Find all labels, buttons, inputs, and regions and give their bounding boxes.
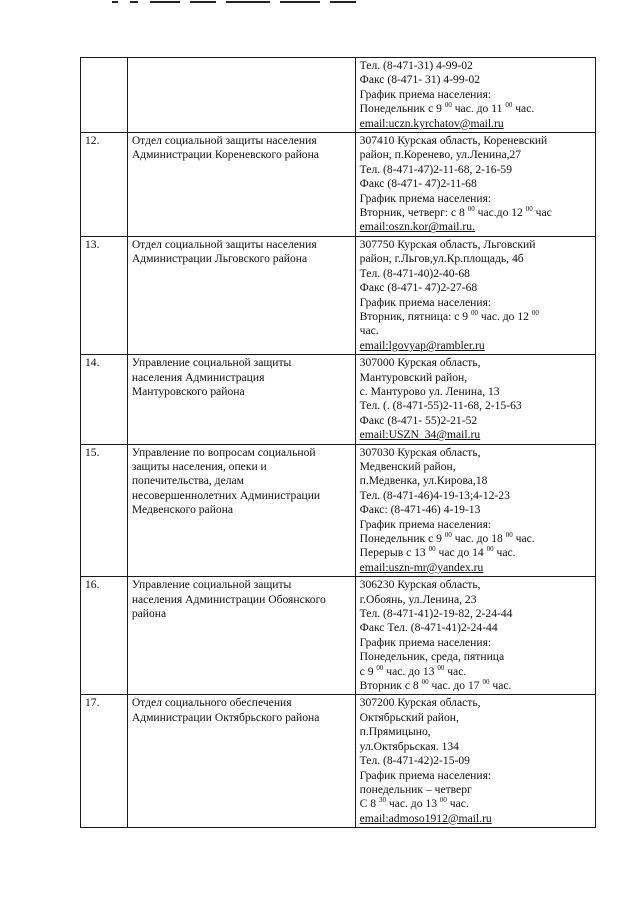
contact-text: Понедельник, среда, пятница	[359, 650, 505, 664]
contact-text: Тел. (8-471-46)4-19-13;4-12-23	[359, 488, 510, 502]
contact-line	[360, 769, 591, 783]
contact-line	[360, 238, 591, 252]
contact-line	[360, 532, 591, 546]
contact-text: п.Медвенка, ул.Кирова,18	[359, 474, 488, 488]
email-link[interactable]: email:lgovyap@rambler.ru	[359, 338, 485, 352]
contact-text: Перерыв с 13	[359, 546, 429, 560]
time-minutes-superscript: 00	[482, 678, 490, 687]
contact-text: График приема населения:	[359, 87, 492, 101]
contact-line	[360, 206, 591, 220]
contact-line	[360, 696, 591, 710]
organization-name-line: Управление социальной защиты	[131, 356, 292, 370]
contact-text: час. до 17	[428, 679, 483, 693]
organization-name-line: несовершеннолетних Администрации	[131, 488, 321, 502]
contact-line	[360, 73, 591, 87]
organization-name-line: Отдел социальной защиты населения	[131, 134, 317, 148]
row-number-cell: 12.	[81, 133, 128, 237]
contact-text: Тел. (. (8-471-55)2-11-68, 2-15-63	[359, 399, 522, 413]
time-minutes-superscript: 00	[486, 545, 494, 554]
contact-line	[360, 399, 591, 413]
table-row	[81, 58, 596, 133]
email-link[interactable]: email:oszn.kor@mail.ru.	[359, 220, 475, 234]
contact-line	[360, 546, 591, 560]
time-minutes-superscript: 00	[531, 309, 539, 318]
contact-text: час	[532, 206, 552, 220]
contact-line	[360, 561, 591, 575]
contact-line	[360, 754, 591, 768]
contact-text: г.Обоянь, ул.Ленина, 23	[359, 592, 477, 606]
contact-line	[360, 489, 591, 503]
time-minutes-superscript: 00	[376, 663, 384, 672]
organization-name-line: защиты населения, опеки и	[131, 459, 267, 473]
contact-text: 307200 Курская область,	[359, 696, 481, 710]
contact-text: п.Прямицыно,	[359, 725, 431, 739]
organization-name-line: Администрации Льговского района	[131, 252, 308, 266]
contact-info-cell	[355, 577, 595, 695]
contact-info-cell	[355, 58, 595, 133]
organization-name-line: Медвенского района	[131, 503, 234, 517]
contact-line	[360, 220, 591, 234]
organization-name-cell	[127, 444, 355, 577]
contact-line	[360, 267, 591, 281]
row-number-cell: 17.	[81, 695, 128, 828]
contact-text: час.	[489, 679, 512, 693]
time-minutes-superscript: 00	[505, 101, 513, 110]
contact-line	[360, 371, 591, 385]
contact-text: час. до 13	[383, 664, 438, 678]
contact-line	[360, 252, 591, 266]
contact-info-cell	[355, 444, 595, 577]
table-row	[81, 577, 596, 695]
contact-text: с. Мантурово ул. Ленина, 13	[359, 384, 500, 398]
contact-text: Факс Тел. (8-471-41)2-24-44	[359, 621, 498, 635]
contact-line	[360, 414, 591, 428]
row-number-cell	[81, 58, 128, 133]
organization-name-cell	[127, 58, 355, 133]
contact-info-cell	[355, 695, 595, 828]
contact-line	[360, 740, 591, 754]
contact-line	[360, 102, 591, 116]
contact-line	[360, 310, 591, 324]
contact-line	[360, 163, 591, 177]
email-link[interactable]: email:admoso1912@mail.ru	[359, 811, 492, 825]
contact-text: Факс (8-471- 55)2-21-52	[359, 413, 478, 427]
contact-text: час до 14	[435, 546, 487, 560]
contact-text: час. до 11	[451, 102, 506, 116]
time-minutes-superscript: 00	[505, 531, 513, 540]
row-number-cell: 13.	[81, 236, 128, 354]
contact-text: Тел. (8-471-42)2-15-09	[359, 754, 470, 768]
contact-text: час. до 13	[385, 797, 440, 811]
contact-text: час. до 18	[451, 532, 506, 545]
time-minutes-superscript: 00	[421, 678, 429, 687]
row-number-cell: 16.	[81, 577, 128, 695]
contact-text: Понедельник с 9	[359, 102, 445, 116]
contact-text: с 9	[359, 664, 377, 678]
organization-name-line: Управление по вопросам социальной	[131, 445, 316, 459]
contact-line	[360, 148, 591, 162]
contact-text: Тел. (8-471-47)2-11-68, 2-16-59	[359, 162, 513, 176]
contact-text: Факс (8-471- 47)2-27-68	[359, 281, 478, 295]
contact-text: Тел. (8-471-40)2-40-68	[359, 266, 470, 280]
contact-text: График приема населения:	[359, 635, 492, 649]
contact-text: Вторник, четверг: с 8	[359, 206, 468, 220]
table-row	[81, 355, 596, 444]
contact-line	[360, 578, 591, 592]
contact-text: район, г.Льгов,ул.Кр.площадь, 4б	[359, 252, 524, 266]
contact-line	[360, 503, 591, 517]
contact-line	[360, 725, 591, 739]
email-link[interactable]: email:USZN_34@mail.ru	[359, 428, 481, 442]
organization-name-line: Отдел социальной защиты населения	[131, 237, 317, 251]
contact-text: С 8	[359, 797, 379, 811]
contact-text: час.	[359, 324, 379, 338]
contact-text: час. до 12	[477, 309, 532, 323]
contact-info-cell	[355, 236, 595, 354]
table-row	[81, 236, 596, 354]
organization-name-line: Администрации Кореневского района	[131, 148, 319, 162]
contact-info-cell	[355, 355, 595, 444]
contact-line	[360, 59, 591, 73]
contact-line	[360, 134, 591, 148]
contact-text: Факс (8-471- 47)2-11-68	[359, 177, 477, 191]
contact-line	[360, 339, 591, 353]
contact-line	[360, 812, 591, 826]
contact-text: Вторник с 8	[359, 679, 422, 693]
contact-text: понедельник – четверг	[359, 782, 472, 796]
organization-name-line: населения Администрации Обоянского	[131, 592, 326, 606]
contact-text: час.до 12	[474, 206, 526, 220]
organization-name-line: населения Администрация	[131, 370, 265, 384]
row-number-cell: 14.	[81, 355, 128, 444]
table-body	[81, 58, 596, 828]
contact-text: час.	[444, 664, 467, 678]
time-minutes-superscript: 00	[444, 101, 452, 110]
contact-line	[360, 117, 591, 131]
table-row	[81, 695, 596, 828]
contact-line	[360, 593, 591, 607]
contact-text: График приема населения:	[359, 768, 492, 782]
organization-name-cell	[127, 133, 355, 237]
contact-line	[360, 797, 591, 811]
time-minutes-superscript: 00	[428, 545, 436, 554]
contact-text: Тел. (8-471-31) 4-99-02	[359, 59, 473, 72]
contact-line	[360, 636, 591, 650]
contact-line	[360, 783, 591, 797]
time-minutes-superscript: 00	[470, 309, 478, 318]
contact-line	[360, 518, 591, 532]
contact-text: Мантуровский район,	[359, 370, 468, 384]
contact-line	[360, 385, 591, 399]
contact-line	[360, 650, 591, 664]
contact-text: час.	[446, 797, 469, 811]
time-minutes-superscript: 00	[439, 796, 447, 805]
organization-name-cell	[127, 355, 355, 444]
contact-text: 307410 Курская область, Кореневский	[359, 134, 548, 148]
contact-line	[360, 607, 591, 621]
contact-line	[360, 665, 591, 679]
time-minutes-superscript: 00	[525, 205, 533, 214]
row-number-cell: 15.	[81, 444, 128, 577]
contact-line	[360, 460, 591, 474]
organization-name-line: Управление социальной защиты	[131, 578, 292, 592]
contact-text: час.	[512, 532, 535, 545]
contact-line	[360, 474, 591, 488]
organization-name-cell	[127, 577, 355, 695]
contact-text: час.	[493, 546, 516, 560]
organization-name-line: Мантуровского района	[131, 384, 245, 398]
contact-text: Факс (8-471- 31) 4-99-02	[359, 73, 481, 87]
email-link[interactable]: email:uczn.kyrchatov@mail.ru	[359, 116, 504, 130]
contact-text: Понедельник с 9	[359, 532, 445, 545]
email-link[interactable]: email:uszn-mr@yandex.ru	[359, 560, 484, 574]
contact-text: Факс: (8-471-46) 4-19-13	[359, 503, 481, 517]
contact-text: ул.Октябрьская. 134	[359, 739, 459, 753]
contact-text: График приема населения:	[359, 191, 492, 205]
organization-name-cell	[127, 236, 355, 354]
contact-line	[360, 177, 591, 191]
organization-name-line: Отдел социального обеспечения	[131, 696, 292, 710]
time-minutes-superscript: 00	[437, 663, 445, 672]
contact-text: час.	[512, 102, 535, 116]
organization-name-line: Администрации Октябрьского района	[131, 710, 320, 724]
contact-line	[360, 296, 591, 310]
contact-text: Медвенский район,	[359, 459, 456, 473]
contact-line	[360, 621, 591, 635]
organization-name-line: попечительства, делам	[131, 474, 244, 488]
contact-text: График приема населения:	[359, 517, 492, 531]
time-minutes-superscript: 00	[467, 205, 475, 214]
social-protection-offices-table	[80, 57, 596, 828]
contact-text: Октябрьский район,	[359, 710, 459, 724]
contact-line	[360, 88, 591, 102]
contact-line	[360, 446, 591, 460]
contact-text: 307030 Курская область,	[359, 445, 481, 459]
organization-name-cell	[127, 695, 355, 828]
contact-text: 307000 Курская область,	[359, 356, 481, 370]
contact-line	[360, 356, 591, 370]
contact-line	[360, 711, 591, 725]
contact-line	[360, 428, 591, 442]
top-scan-artifacts	[0, 0, 640, 6]
contact-line	[360, 324, 591, 338]
contact-text: район, п.Коренево, ул.Ленина,27	[359, 148, 522, 162]
contact-text: 307750 Курская область, Льговский	[359, 237, 536, 251]
contact-line	[360, 679, 591, 693]
contact-line	[360, 192, 591, 206]
contact-text: Тел. (8-471-41)2-19-82, 2-24-44	[359, 607, 513, 621]
organization-name-line: района	[131, 607, 167, 621]
contact-text: Вторник, пятница: с 9	[359, 309, 471, 323]
time-minutes-superscript: 00	[444, 531, 452, 540]
contact-info-cell	[355, 133, 595, 237]
table-row	[81, 133, 596, 237]
contact-text: График приема населения:	[359, 295, 492, 309]
contact-text: 306230 Курская область,	[359, 578, 481, 592]
table-row	[81, 444, 596, 577]
time-minutes-superscript: 30	[378, 796, 386, 805]
contact-line	[360, 281, 591, 295]
